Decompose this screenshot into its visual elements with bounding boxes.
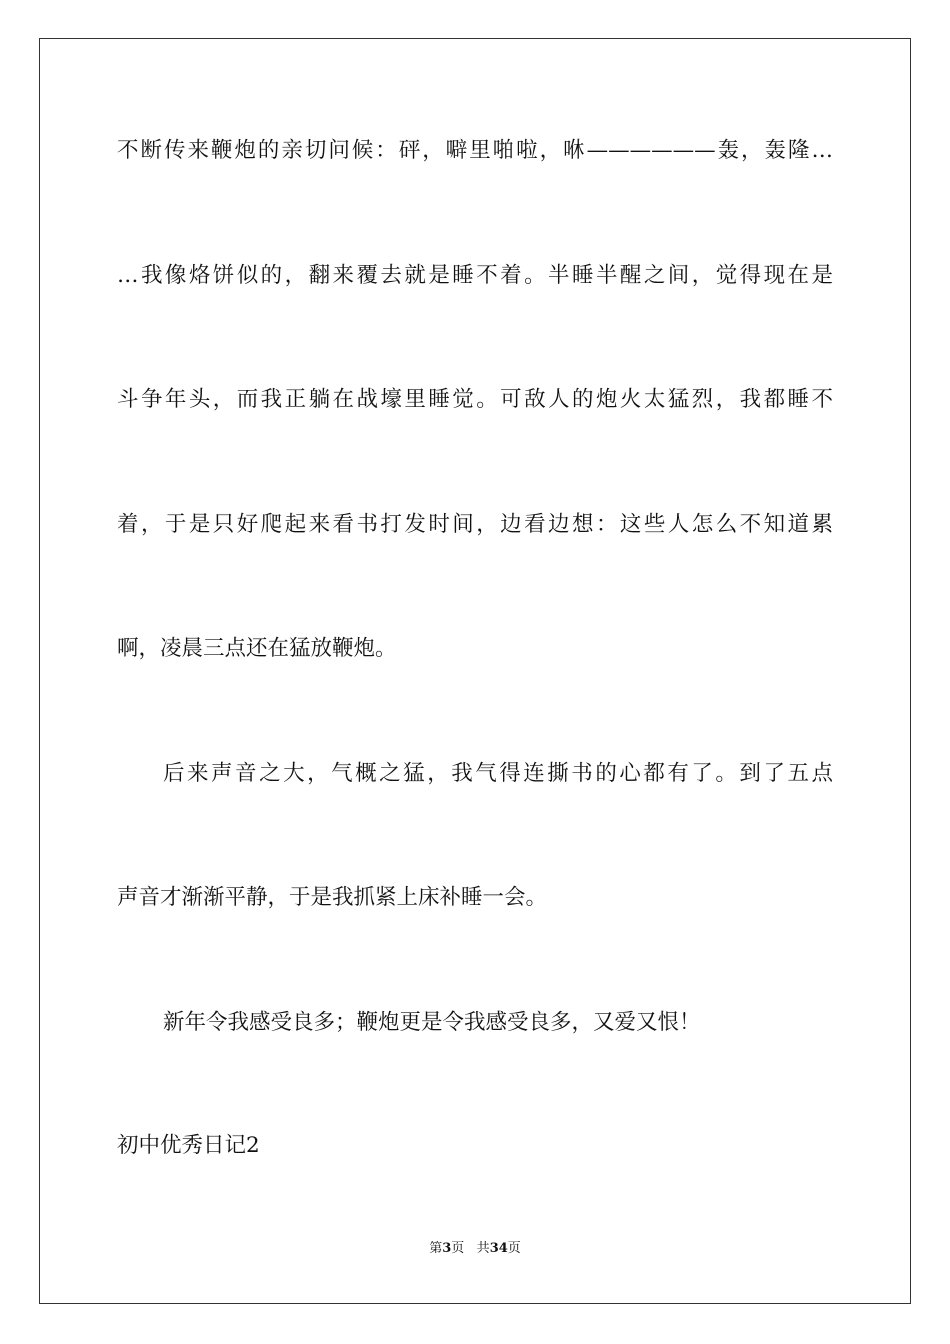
page-border [39, 38, 911, 1304]
section-heading: 初中优秀日记2 [117, 1133, 260, 1158]
footer-total-prefix: 共 [476, 1241, 490, 1256]
body-line-5: 啊，凌晨三点还在猛放鞭炮。 [117, 636, 397, 661]
body-line-4: 着，于是只好爬起来看书打发时间，边看边想：这些人怎么不知道累 [117, 512, 833, 537]
body-line-1: 不断传来鞭炮的亲切问候：砰，噼里啪啦，咻——————轰，轰隆… [117, 138, 833, 163]
paragraph-2-line-1: 后来声音之大，气概之猛，我气得连撕书的心都有了。到了五点 [163, 761, 833, 786]
body-line-3: 斗争年头，而我正躺在战壕里睡觉。可敌人的炮火太猛烈，我都睡不 [117, 387, 833, 412]
page-footer [0, 1240, 950, 1258]
footer-total-pages: 34 [489, 1241, 508, 1256]
paragraph-2-line-2: 声音才渐渐平静，于是我抓紧上床补睡一会。 [117, 885, 548, 910]
footer-page-suffix: 页 [451, 1241, 465, 1256]
body-line-2: …我像烙饼似的，翻来覆去就是睡不着。半睡半醒之间，觉得现在是 [117, 263, 833, 288]
footer-total-suffix: 页 [507, 1241, 521, 1256]
paragraph-3-line-1: 新年令我感受良多；鞭炮更是令我感受良多，又爱又恨！ [163, 1010, 701, 1035]
footer-page-number: 3 [442, 1241, 452, 1256]
footer-page-prefix: 第 [429, 1241, 443, 1256]
